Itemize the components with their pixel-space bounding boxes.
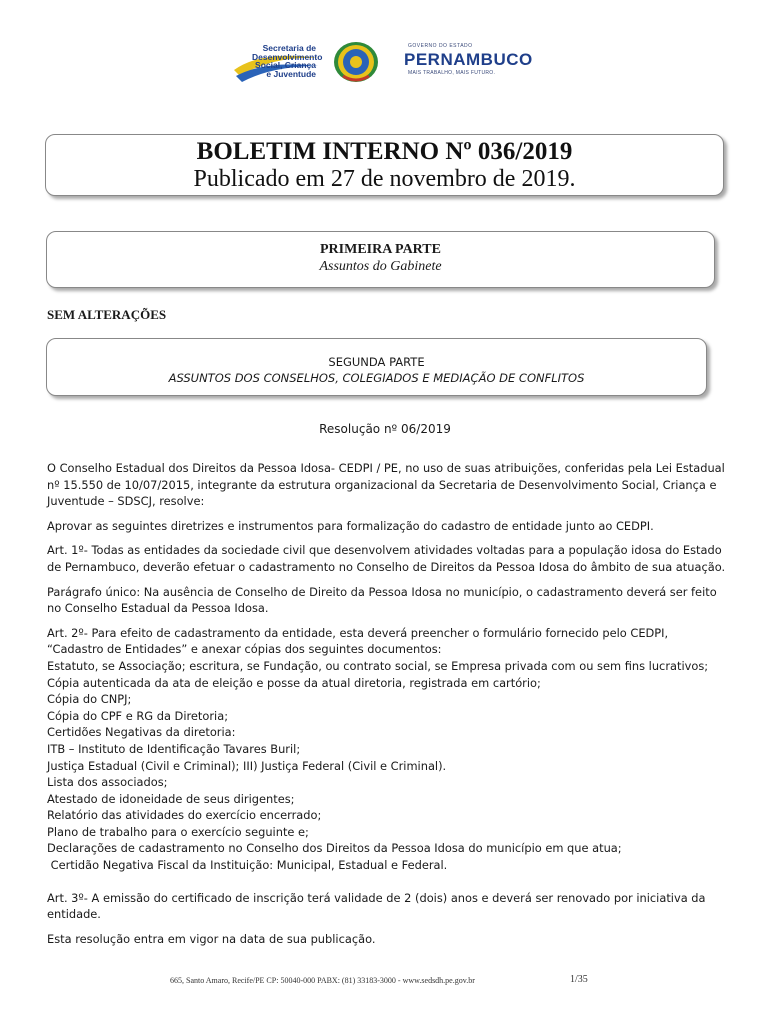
no-changes-label: SEM ALTERAÇÕES — [47, 307, 167, 322]
sole-paragraph: Parágrafo único: Na ausência de Conselho de Direito da Pessoa Idosa no município, o cadastramento deverá ser feito no Conselho Estadual da Pessoa Idosa. — [47, 584, 717, 616]
approve-paragraph: Aprovar as seguintes diretrizes e instrumentos para formalização do cadastro de entidade junto ao CEDPI. — [47, 518, 654, 533]
pernambuco-coat-of-arms-icon — [332, 40, 380, 84]
article-2-line: Plano de trabalho para o exercício seguinte e; — [47, 824, 309, 839]
article-2-line: Declarações de cadastramento no Conselho dos Direitos da Pessoa Idosa do município em que atua; — [47, 841, 622, 856]
article-2-line: Lista dos associados; — [47, 775, 168, 790]
effective-date-paragraph: Esta resolução entra em vigor na data de sua publicação. — [47, 931, 376, 946]
resolution-heading: Resolução nº 06/2019 — [319, 422, 451, 436]
secretaria-logo-text — [252, 43, 323, 79]
intro-paragraph: O Conselho Estadual dos Direitos da Pessoa Idosa- CEDPI / PE, no uso de suas atribuições, conferidas pela Lei Estadual nº 15.550 de 10/07/2015, integrante da estrutura organizacional da Secretaria de Desenvolvimento Social, Criança e Juventude – SDSCJ, resolve: — [47, 461, 725, 509]
article-2-line: “Cadastro de Entidades” e anexar cópias dos seguintes documentos: — [47, 642, 442, 657]
bulletin-title-box — [45, 134, 724, 196]
part-two-subtitle: ASSUNTOS DOS CONSELHOS, COLEGIADOS E MEDIAÇÃO DE CONFLITOS — [168, 371, 585, 385]
state-name-logo: PERNAMBUCO — [404, 50, 533, 69]
article-1-paragraph: Art. 1º- Todas as entidades da sociedade civil que desenvolvem atividades voltadas para a população idosa do Estado de Pernambuco, deverão efetuar o cadastramento no Conselho de Direitos da Pessoa Idosa do âmbito de sua atuação. — [47, 543, 726, 574]
article-2-block — [47, 625, 727, 874]
secretaria-line: Secretaria de — [262, 43, 316, 53]
state-tagline: MAIS TRABALHO, MAIS FUTURO. — [408, 70, 496, 76]
page-number: 1/35 — [570, 974, 588, 985]
state-government-label: GOVERNO DO ESTADO — [408, 43, 473, 49]
article-2-line: Relatório das atividades do exercício encerrado; — [47, 808, 322, 823]
article-2-line: Cópia autenticada da ata de eleição e posse da atual diretoria, registrada em cartório; — [47, 675, 541, 690]
article-2-line: Certidões Negativas da diretoria: — [47, 725, 236, 740]
part-one-box — [46, 231, 715, 288]
part-one-subtitle: Assuntos do Gabinete — [319, 259, 442, 274]
part-two-box — [46, 338, 707, 396]
article-2-line: ITB – Instituto de Identificação Tavares Buril; — [47, 741, 301, 756]
article-2-line: Certidão Negativa Fiscal da Instituição: Municipal, Estadual e Federal. — [47, 858, 448, 873]
article-2-line: Estatuto, se Associação; escritura, se Fundação, ou contrato social, se Empresa privada com ou sem fins lucrativos; — [47, 658, 709, 673]
bulletin-title: BOLETIM INTERNO Nº 036/2019 — [196, 138, 573, 165]
part-one-title: PRIMEIRA PARTE — [320, 242, 441, 257]
secretaria-line: Desenvolvimento — [252, 51, 323, 62]
article-2-line: Cópia do CPF e RG da Diretoria; — [47, 708, 229, 723]
header-logos — [232, 38, 532, 86]
bulletin-publication-date: Publicado em 27 de novembro de 2019. — [193, 166, 576, 192]
secretaria-line: Social, Criança — [255, 60, 316, 70]
article-2-line: Atestado de idoneidade de seus dirigentes; — [47, 791, 295, 806]
article-2-line: Justiça Estadual (Civil e Criminal); III) Justiça Federal (Civil e Criminal). — [47, 758, 447, 773]
part-two-title: SEGUNDA PARTE — [328, 355, 425, 369]
resolution-body — [47, 460, 727, 955]
footer-address: 665, Santo Amaro, Recife/PE CP: 50040-000 PABX: (81) 33183-3000 - www.sedsdh.pe.gov.br — [170, 976, 475, 985]
secretaria-line: e Juventude — [266, 68, 316, 79]
article-2-line: Cópia do CNPJ; — [47, 692, 132, 707]
article-2-line: Art. 2º- Para efeito de cadastramento da entidade, esta deverá preencher o formulário fornecido pelo CEDPI, — [47, 625, 669, 640]
article-3-paragraph: Art. 3º- A emissão do certificado de inscrição terá validade de 2 (dois) anos e deverá ser renovado por iniciativa da entidade. — [47, 890, 706, 922]
